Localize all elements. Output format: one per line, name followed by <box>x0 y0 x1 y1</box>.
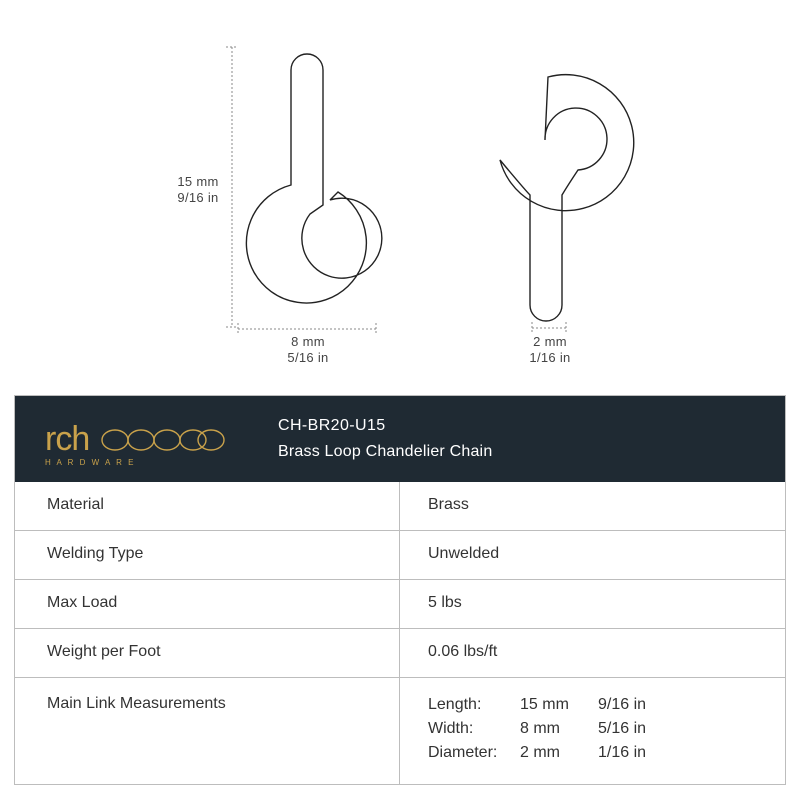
brand-logo <box>45 418 225 468</box>
measurement-in: 1/16 in <box>598 744 647 761</box>
height-mm: 15 mm <box>177 174 219 189</box>
measurement-mm: 15 mm <box>520 696 569 713</box>
spec-row-welding <box>15 531 785 580</box>
measurement-mm: 8 mm <box>520 720 560 737</box>
link-front-view <box>246 54 381 303</box>
measurement-in: 9/16 in <box>598 696 647 713</box>
logo-subtext: H A R D W A R E <box>45 458 136 467</box>
measurement-diameter <box>428 744 768 764</box>
spec-value: 0.06 lbs/ft <box>428 643 498 660</box>
link-diagram <box>0 0 800 380</box>
width-label <box>268 334 348 366</box>
spec-row-weight <box>15 629 785 678</box>
diameter-dimension-line <box>532 322 566 334</box>
chain-logo-icon <box>45 418 225 468</box>
spec-label: Welding Type <box>47 545 144 562</box>
measurement-length <box>428 696 768 716</box>
height-label <box>166 174 230 206</box>
spec-value: 5 lbs <box>428 594 462 611</box>
diameter-in: 1/16 in <box>529 350 571 365</box>
spec-value: Unwelded <box>428 545 500 562</box>
table-header <box>15 396 785 482</box>
measurement-name: Diameter: <box>428 744 498 761</box>
spec-label: Weight per Foot <box>47 643 161 660</box>
spec-label: Material <box>47 496 104 513</box>
spec-row-max-load <box>15 580 785 629</box>
height-in: 9/16 in <box>177 190 219 205</box>
product-code: CH-BR20-U15 <box>278 417 386 434</box>
measurement-width <box>428 720 768 740</box>
width-mm: 8 mm <box>291 334 325 349</box>
spec-label: Max Load <box>47 594 118 611</box>
measurement-in: 5/16 in <box>598 720 647 737</box>
product-name: Brass Loop Chandelier Chain <box>278 443 493 460</box>
svg-text:rch: rch <box>45 420 90 458</box>
width-in: 5/16 in <box>287 350 329 365</box>
diameter-mm: 2 mm <box>533 334 567 349</box>
column-divider <box>399 482 400 785</box>
link-side-view <box>500 75 634 321</box>
diameter-label <box>515 334 585 366</box>
spec-table <box>14 395 786 785</box>
measurements-label: Main Link Measurements <box>47 695 226 712</box>
link-drawings <box>0 0 800 380</box>
spec-value: Brass <box>428 496 469 513</box>
measurement-mm: 2 mm <box>520 744 560 761</box>
spec-row-material <box>15 482 785 531</box>
spec-row-measurements <box>15 678 785 785</box>
measurement-name: Length: <box>428 696 482 713</box>
measurement-name: Width: <box>428 720 474 737</box>
